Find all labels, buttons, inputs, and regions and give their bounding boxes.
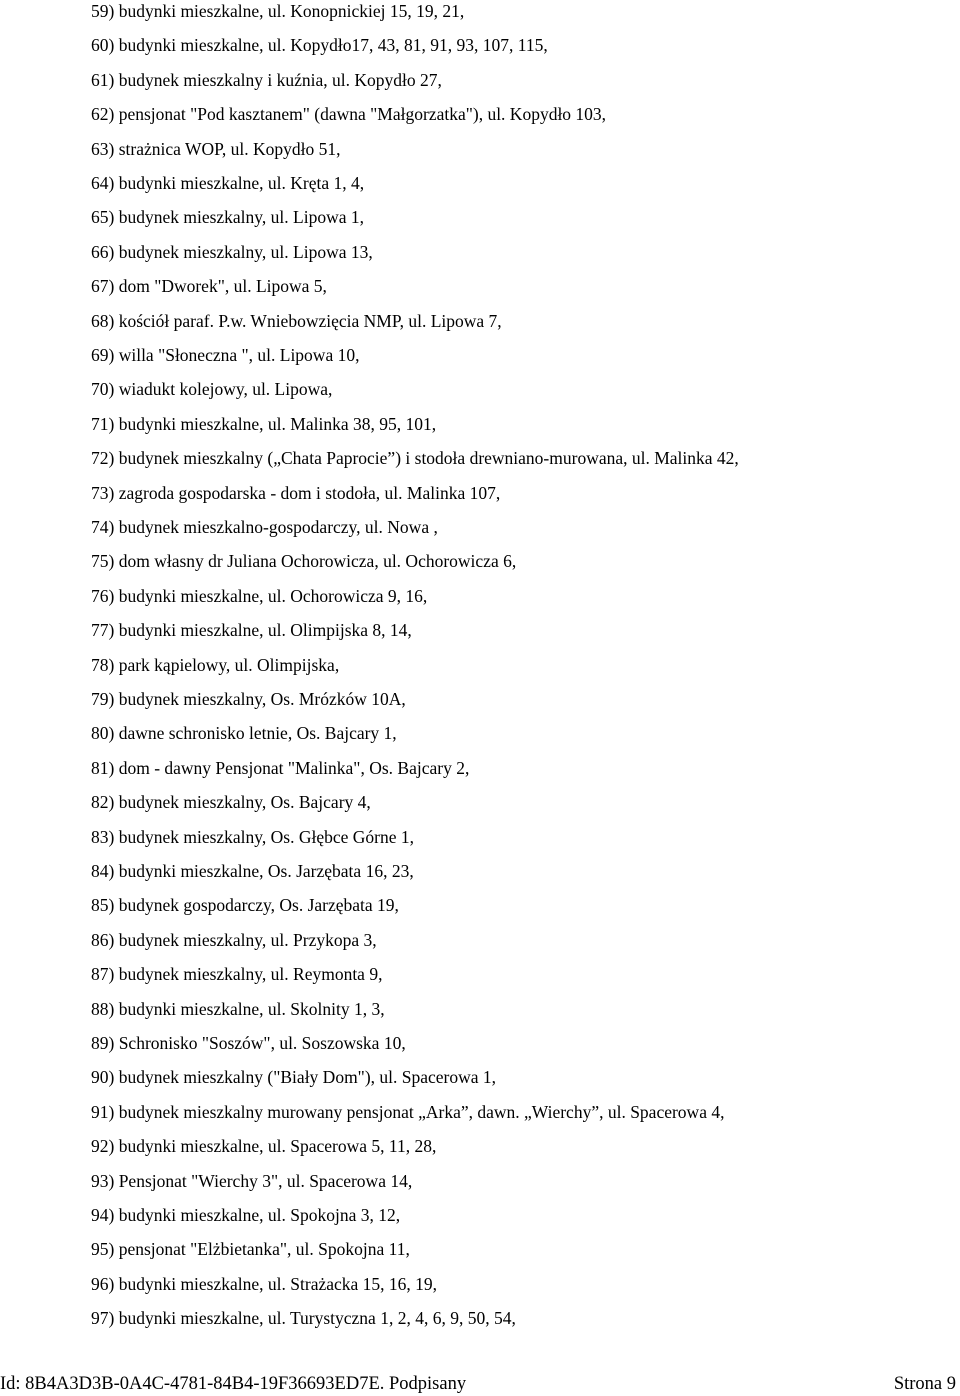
- list-item: 80) dawne schronisko letnie, Os. Bajcary 1,: [91, 723, 397, 744]
- list-item: 91) budynek mieszkalny murowany pensjonat „Arka”, dawn. „Wierchy”, ul. Spacerowa 4,: [91, 1101, 725, 1122]
- list-item: 71) budynki mieszkalne, ul. Malinka 38, 95, 101,: [91, 413, 437, 434]
- list-item: 81) dom - dawny Pensjonat "Malinka", Os. Bajcary 2,: [91, 757, 470, 778]
- list-item: 77) budynki mieszkalne, ul. Olimpijska 8, 14,: [91, 620, 412, 641]
- list-item: 85) budynek gospodarczy, Os. Jarzębata 19,: [91, 895, 399, 916]
- list-item: 68) kościół paraf. P.w. Wniebowzięcia NMP, ul. Lipowa 7,: [91, 310, 502, 331]
- list-item: 97) budynki mieszkalne, ul. Turystyczna 1, 2, 4, 6, 9, 50, 54,: [91, 1308, 516, 1329]
- list-item: 73) zagroda gospodarska - dom i stodoła, ul. Malinka 107,: [91, 482, 501, 503]
- list-item: 69) willa "Słoneczna ", ul. Lipowa 10,: [91, 345, 360, 365]
- list-item: 74) budynek mieszkalno-gospodarczy, ul. Nowa ,: [91, 517, 438, 537]
- list-item: 63) strażnica WOP, ul. Kopydło 51,: [91, 138, 341, 159]
- list-item: 83) budynek mieszkalny, Os. Głębce Górne 1,: [91, 826, 415, 847]
- list-item: 61) budynek mieszkalny i kuźnia, ul. Kopydło 27,: [91, 69, 442, 90]
- document-id-signed: Id: 8B4A3D3B-0A4C-4781-84B4-19F36693ED7E. Podpisany: [0, 1374, 467, 1394]
- list-item: 87) budynek mieszkalny, ul. Reymonta 9,: [91, 964, 383, 985]
- list-item: 88) budynki mieszkalne, ul. Skolnity 1, 3,: [91, 998, 385, 1019]
- list-item: 75) dom własny dr Juliana Ochorowicza, ul. Ochorowicza 6,: [91, 551, 517, 572]
- list-item: 84) budynki mieszkalne, Os. Jarzębata 16, 23,: [91, 861, 414, 881]
- list-item: 93) Pensjonat "Wierchy 3", ul. Spacerowa 14,: [91, 1170, 413, 1191]
- list-item: 90) budynek mieszkalny ("Biały Dom"), ul. Spacerowa 1,: [91, 1067, 497, 1088]
- list-item: 66) budynek mieszkalny, ul. Lipowa 13,: [91, 241, 373, 262]
- list-item: 79) budynek mieszkalny, Os. Mrózków 10A,: [91, 689, 406, 709]
- list-item: 65) budynek mieszkalny, ul. Lipowa 1,: [91, 207, 364, 228]
- list-item: 96) budynki mieszkalne, ul. Strażacka 15, 16, 19,: [91, 1273, 438, 1294]
- list-item: 67) dom "Dworek", ul. Lipowa 5,: [91, 276, 327, 297]
- list-item: 94) budynki mieszkalne, ul. Spokojna 3, 12,: [91, 1205, 401, 1225]
- list-item: 59) budynki mieszkalne, ul. Konopnickiej 15, 19, 21,: [91, 1, 465, 21]
- list-item: 64) budynki mieszkalne, ul. Kręta 1, 4,: [91, 173, 365, 193]
- list-item: 70) wiadukt kolejowy, ul. Lipowa,: [91, 379, 333, 400]
- list-item: 82) budynek mieszkalny, Os. Bajcary 4,: [91, 792, 371, 813]
- list-item: 92) budynki mieszkalne, ul. Spacerowa 5, 11, 28,: [91, 1136, 437, 1157]
- list-item: 89) Schronisko "Soszów", ul. Soszowska 10,: [91, 1033, 406, 1053]
- page-number: Strona 9: [893, 1374, 956, 1394]
- list-item: 86) budynek mieszkalny, ul. Przykopa 3,: [91, 929, 377, 950]
- page-footer: [0, 1373, 960, 1396]
- list-item: 76) budynki mieszkalne, ul. Ochorowicza 9, 16,: [91, 585, 428, 606]
- list-item: 62) pensjonat "Pod kasztanem" (dawna "Małgorzatka"), ul. Kopydło 103,: [91, 104, 607, 125]
- list-item: 95) pensjonat "Elżbietanka", ul. Spokojna 11,: [91, 1239, 410, 1260]
- list-item: 72) budynek mieszkalny („Chata Paprocie”) i stodoła drewniano-murowana, ul. Malinka 42,: [91, 448, 739, 469]
- list-item: 60) budynki mieszkalne, ul. Kopydło17, 43, 81, 91, 93, 107, 115,: [91, 35, 548, 56]
- list-item: 78) park kąpielowy, ul. Olimpijska,: [91, 654, 340, 675]
